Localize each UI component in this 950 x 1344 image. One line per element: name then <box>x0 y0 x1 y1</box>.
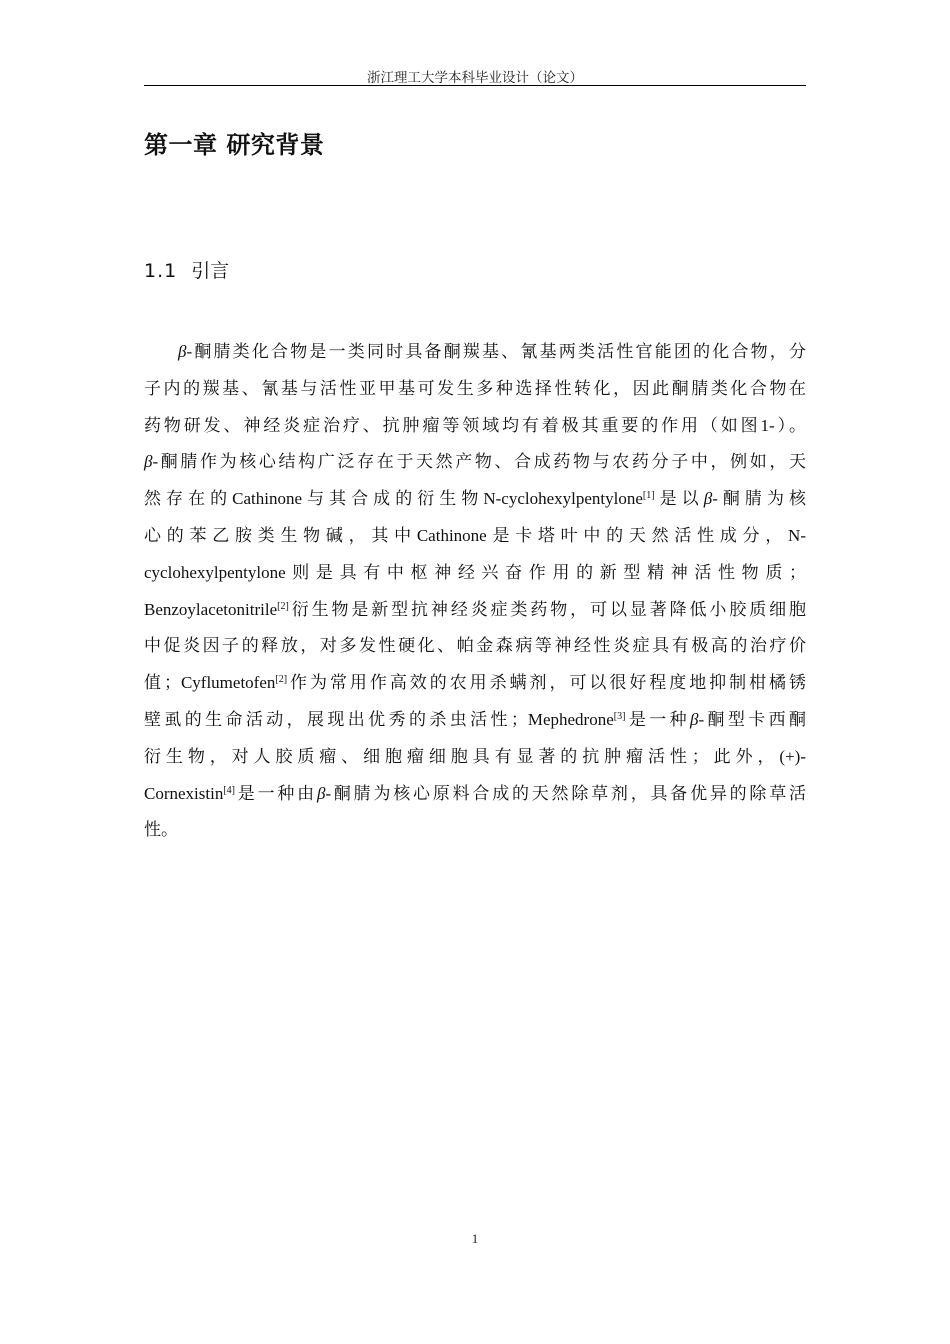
paragraph-line: 然存在的Cathinone与其合成的衍生物N-cyclohexylpentylone[1]是以β-酮腈为核 <box>144 489 806 509</box>
citation-ref[interactable]: [3] <box>613 710 626 722</box>
header-rule <box>144 85 806 86</box>
paragraph-line: 性。 <box>144 820 178 840</box>
paragraph-line: cyclohexylpentylone则是具有中枢神经兴奋作用的新型精神活性物质； <box>144 562 806 582</box>
paragraph-line: 壁虱的生命活动，展现出优秀的杀虫活性；Mephedrone[3]是一种β-酮型卡西酮 <box>144 709 806 729</box>
paragraph-line: 中促炎因子的释放，对多发性硬化、帕金森病等神经性炎症具有极高的治疗价 <box>144 636 806 656</box>
paragraph-line: 衍生物，对人胶质瘤、细胞瘤细胞具有显著的抗肿瘤活性；此外，(+)- <box>144 746 806 766</box>
paragraph-line: β-酮腈作为核心结构广泛存在于天然产物、合成药物与农药分子中，例如，天 <box>144 452 806 472</box>
chapter-title: 第一章 研究背景 <box>144 131 325 159</box>
citation-ref[interactable]: [2] <box>275 674 288 686</box>
paragraph-line: Benzoylacetonitrile[2]衍生物是新型抗神经炎症类药物，可以显著降低小胶质细胞 <box>144 599 806 619</box>
paragraph-line: 药物研发、神经炎症治疗、抗肿瘤等领域均有着极其重要的作用（如图1-）。 <box>144 415 806 435</box>
page-number: 1 <box>471 1231 479 1246</box>
section-title: 引言 <box>191 260 230 282</box>
paragraph-line: 子内的羰基、氰基与活性亚甲基可发生多种选择性转化，因此酮腈类化合物在 <box>144 378 806 398</box>
body-paragraph <box>144 334 806 849</box>
paragraph-line: 心的苯乙胺类生物碱，其中Cathinone是卡塔叶中的天然活性成分，N- <box>144 525 806 545</box>
running-header: 浙江理工大学本科毕业设计（论文） <box>367 70 583 85</box>
greek-beta: β <box>178 342 187 361</box>
greek-beta: β <box>144 452 153 472</box>
greek-beta: β <box>703 489 713 509</box>
citation-ref[interactable]: [4] <box>223 784 236 796</box>
paragraph-line: β-酮腈类化合物是一类同时具备酮羰基、氰基两类活性官能团的化合物，分 <box>178 342 806 361</box>
section-number: 1.1 <box>144 260 178 282</box>
citation-ref[interactable]: [1] <box>642 490 655 502</box>
greek-beta: β <box>316 783 326 803</box>
paragraph-line: 值；Cyflumetofen[2]作为常用作高效的农用杀螨剂，可以很好程度地抑制柑橘锈 <box>144 673 807 693</box>
citation-ref[interactable]: [2] <box>277 600 289 612</box>
section-heading <box>144 256 229 283</box>
greek-beta: β <box>689 709 699 729</box>
paragraph-line: Cornexistin[4]是一种由β-酮腈为核心原料合成的天然除草剂，具备优异的除草活 <box>144 783 807 803</box>
